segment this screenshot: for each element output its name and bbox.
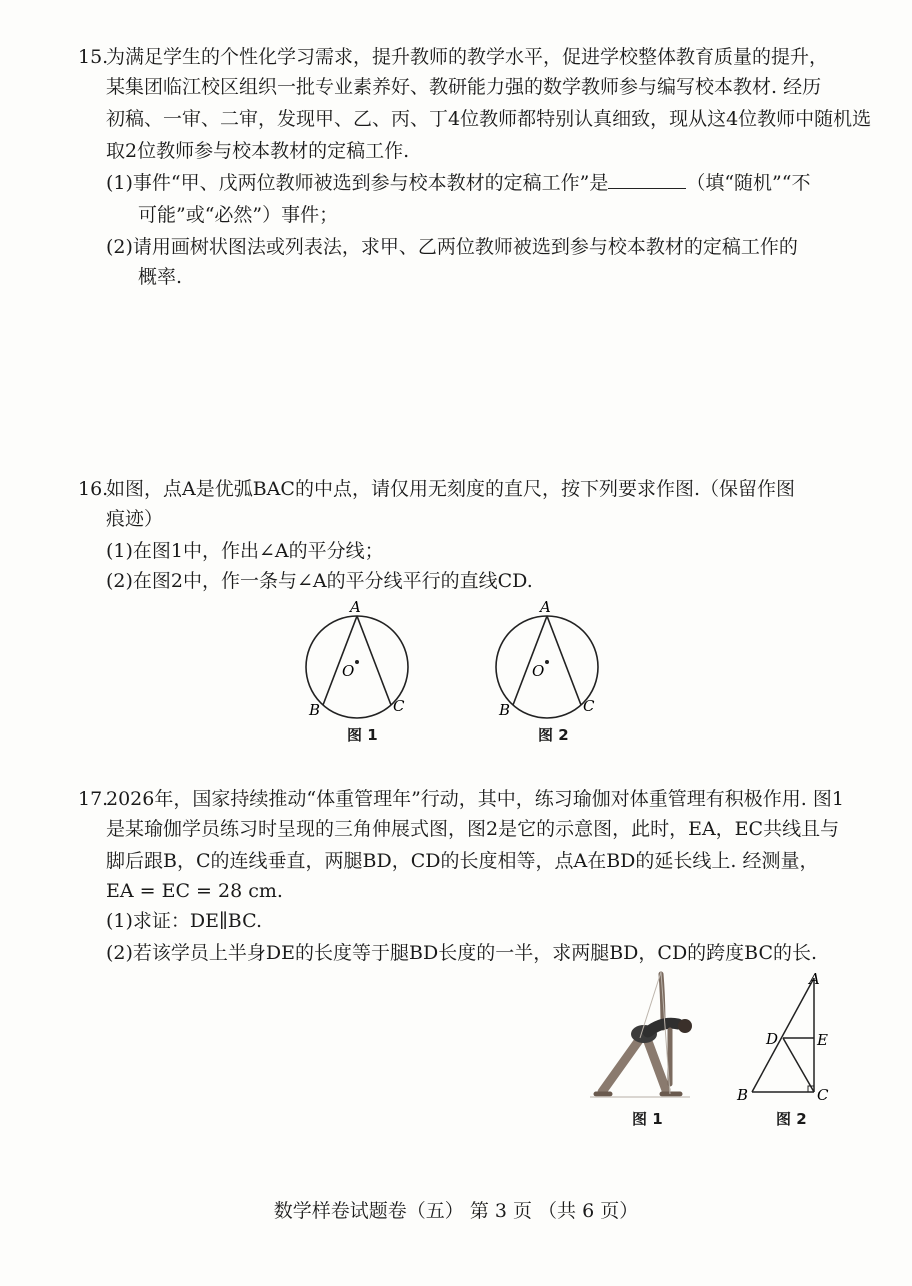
segment-DC	[783, 1038, 814, 1092]
q16-fig2-caption: 图 2	[538, 726, 569, 744]
label-B: B	[499, 701, 511, 719]
label-C: C	[817, 1086, 829, 1104]
exam-page: 15. 为满足学生的个性化学习需求，提升教师的教学水平，促进学校整体教育质量的提升， 某集团临江校区组织一批专业素养好、教研能力强的数学教师参与编写校本教材. 经历 初稿、一审、二审，发现甲、乙、丙、丁4位教师都特别认真细致，现从这4位教师中随机选 取2位教师参与校本教材的定稿工作. (1)事件“甲、戊两位教师被选到参与校本教材的定稿工作”是 （填“随机”“不 可能”或“必然”）事件； (2)请用画树状图法或列表法，求甲、乙两位教师被选到参与校本教材的定稿工作的 概率. 16. 如图，点A是优弧BAC的中点，请仅用无刻度的直尺，按下列要求作图.（保留作图 痕迹） (1)在图1中，作出∠A的平分线； (2)在图2中，作一条与∠A的平分线平行的直线CD. A O B C 图 1 A O B C 图 2 17. 2026年，国家持续推动“体重管理年”行动，其中，练习瑜伽对体重管理有积极作用. 图1 是某瑜伽学员练习时呈现的三角伸展式图，图2是它的示意图，此时，EA，EC共线且与 脚后跟B，C的连线垂直，两腿BD，CD的长度相等，点A在BD的延长线上. 经测量， EA = EC = 28 cm. (1)求证：DE∥BC. (2)若该学员上半身DE的长度等于腿BD长度的一半，求两腿BD，CD的跨度BC的长. 图 1 A D E B C 图 2 数学样卷试题卷（五） 第 3 页 （共 6 页）	[0, 0, 912, 1286]
torso	[648, 1023, 678, 1032]
center-dot	[355, 660, 359, 664]
q16-figure-2	[490, 598, 610, 726]
label-C: C	[393, 697, 405, 715]
q17-number: 17.	[78, 788, 109, 810]
q17-fig1-caption: 图 1	[632, 1110, 663, 1128]
q15-number: 15.	[78, 46, 109, 68]
label-A: A	[809, 970, 820, 988]
center-dot	[545, 660, 549, 664]
label-B: B	[737, 1086, 749, 1104]
q16-fig1-caption: 图 1	[347, 726, 378, 744]
chord-AC	[547, 616, 581, 705]
q17-figure-1-yoga-photo	[590, 966, 700, 1102]
q17-fig2-caption: 图 2	[776, 1110, 807, 1128]
front-leg	[646, 1036, 666, 1090]
label-E: E	[817, 1031, 828, 1049]
chord-AB	[323, 616, 357, 705]
label-D: D	[766, 1030, 779, 1048]
label-A: A	[540, 598, 551, 616]
label-O: O	[342, 662, 355, 680]
page-footer: 数学样卷试题卷（五） 第 3 页 （共 6 页）	[273, 1200, 639, 1222]
back-leg	[602, 1036, 642, 1092]
chord-AB	[513, 616, 547, 705]
q16-number: 16.	[78, 478, 109, 500]
label-O: O	[532, 662, 545, 680]
label-C: C	[583, 697, 595, 715]
head	[678, 1019, 692, 1033]
q16-figure-1	[300, 598, 420, 726]
label-A: A	[350, 598, 361, 616]
label-B: B	[309, 701, 321, 719]
answer-blank[interactable]	[608, 168, 686, 189]
chord-AC	[357, 616, 391, 705]
q17-figure-2-diagram	[734, 968, 834, 1108]
